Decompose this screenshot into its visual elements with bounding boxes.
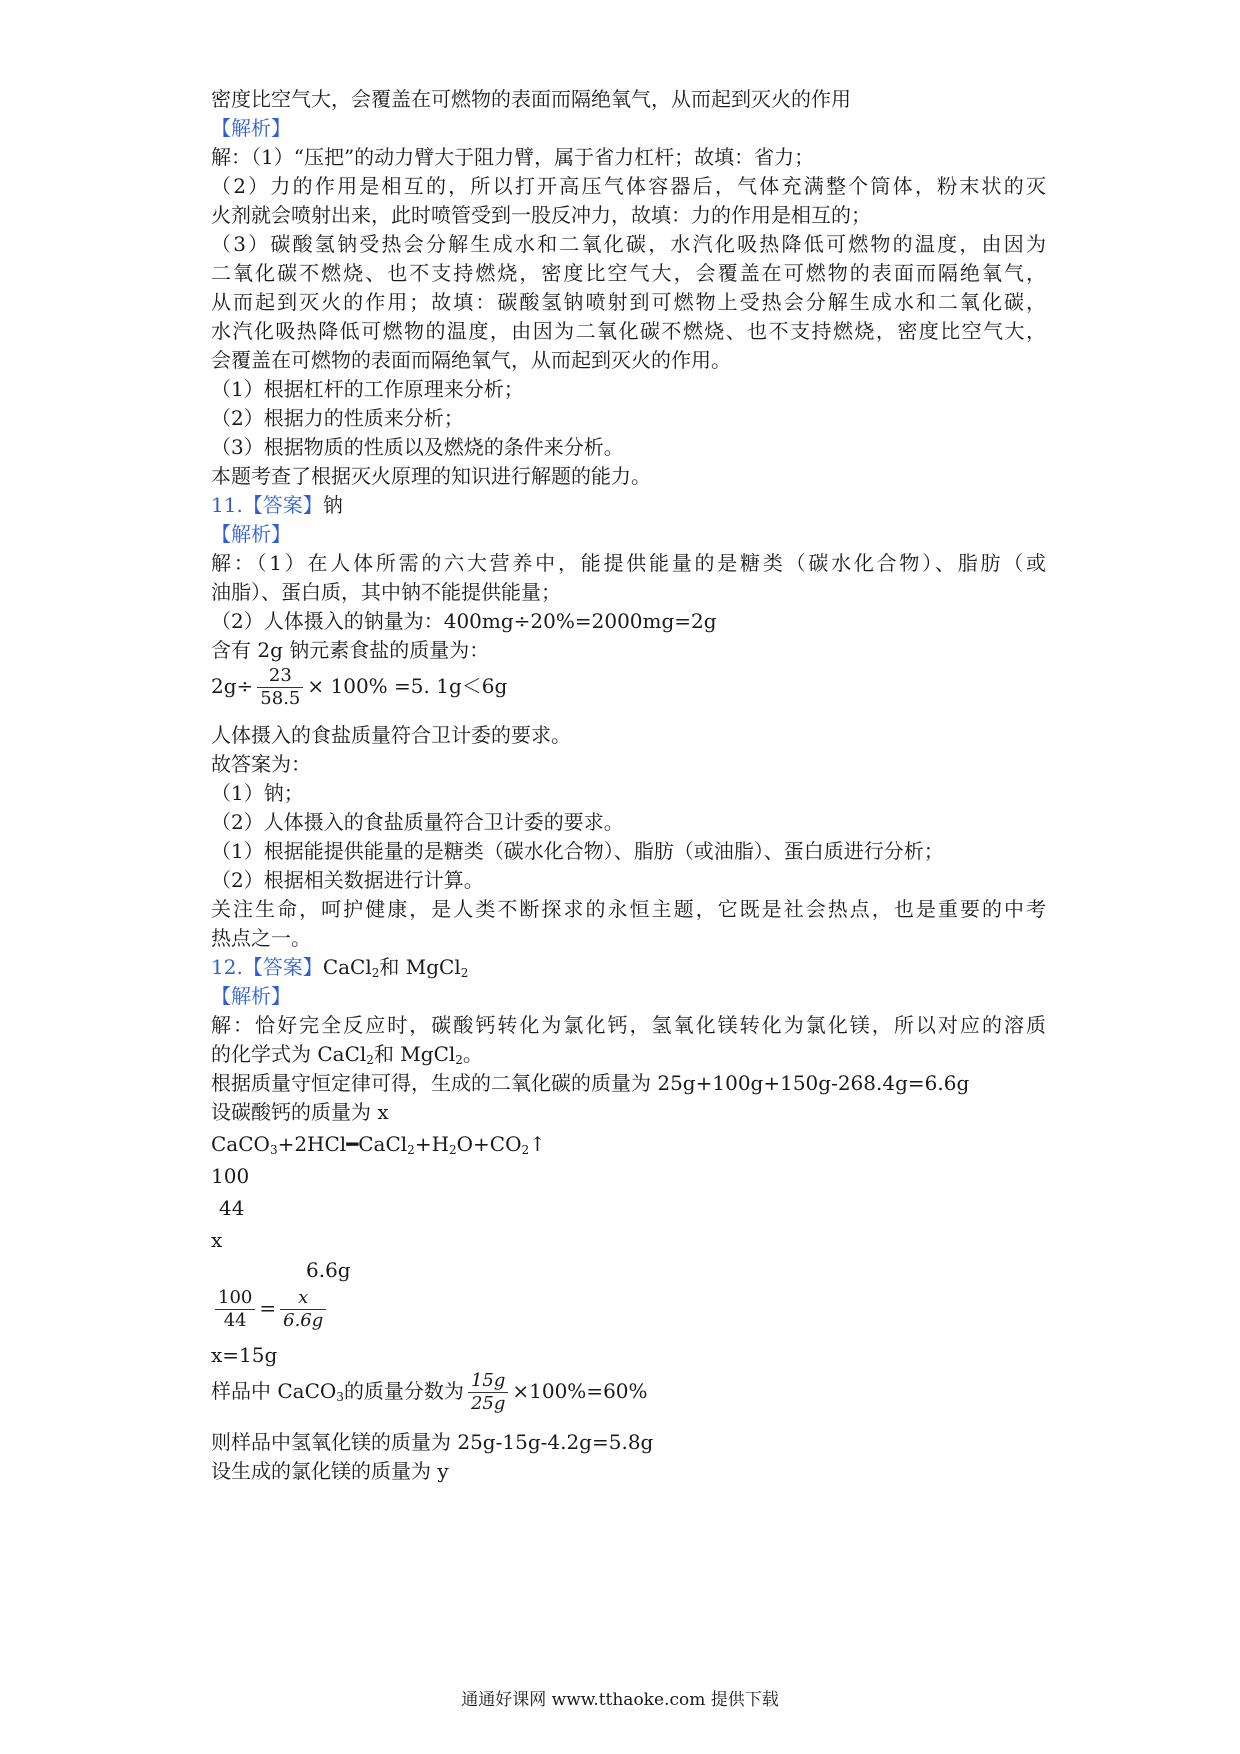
fraction	[468, 1370, 508, 1415]
text-line: 100	[211, 1164, 250, 1188]
fraction-numerator: x	[298, 1287, 309, 1308]
chemical-equation: $CaCO_3+2HCl━CaCl_2+H_2O+CO_2↑$	[211, 1132, 546, 1157]
answer-label: 12.【答案】	[211, 955, 323, 979]
text-line: 根据质量守恒定律可得，生成的二氧化碳的质量为 25g+100g+150g-268.4g=6.6g	[211, 1071, 970, 1095]
text-line: （1）根据能提供能量的是糖类（碳水化合物）、脂肪（或油脂）、蛋白质进行分析；	[211, 839, 944, 863]
text-line: 则样品中氢氧化镁的质量为 25g-15g-4.2g=5.8g	[211, 1430, 654, 1454]
text-line: 会覆盖在可燃物的表面而隔绝氧气，从而起到灭火的作用。	[211, 348, 731, 372]
text-line: 解：（1）“压把”的动力臂大于阻力臂，属于省力杠杆；故填：省力；	[211, 145, 815, 169]
fraction-numerator: 23	[268, 665, 292, 686]
analysis-heading: 【解析】	[211, 522, 291, 546]
formula-prefix: 2g÷	[211, 674, 254, 698]
text-line: 6.6g	[306, 1258, 351, 1282]
text-line: （3）碳酸氢钠受热会分解生成水和二氧化碳，水汽化吸热降低可燃物的温度，由因为	[211, 232, 1046, 256]
fraction-denominator: 44	[215, 1309, 255, 1332]
fraction	[257, 665, 303, 710]
text-line: 44	[219, 1196, 245, 1220]
text-line: （1）根据杠杆的工作原理来分析；	[211, 377, 524, 401]
text-line: 解：（1）在人体所需的六大营养中，能提供能量的是糖类（碳水化合物）、脂肪（或	[211, 551, 1046, 575]
proportion-formula	[211, 1284, 1046, 1334]
text-line: 故答案为：	[211, 752, 311, 776]
text-line: （3）根据物质的性质以及燃烧的条件来分析。	[211, 435, 624, 459]
text-line: 二氧化碳不燃烧、也不支持燃烧，密度比空气大，会覆盖在可燃物的表面而隔绝氧气，	[211, 261, 1046, 285]
fraction-denominator: 6.6g	[280, 1309, 326, 1332]
answer-value: 钠	[322, 493, 343, 517]
fraction-numerator: 100	[218, 1287, 253, 1308]
text-line: （2）人体摄入的食盐质量符合卫计委的要求。	[211, 810, 624, 834]
text-line: （1）钠；	[211, 781, 304, 805]
text-line: x=15g	[211, 1343, 278, 1367]
solute-formula-line: 的化学式为 CaCl$_2$和 MgCl$_2$。	[211, 1042, 483, 1067]
text-line: 油脂）、蛋白质，其中钠不能提供能量；	[211, 580, 561, 604]
text-line: 密度比空气大，会覆盖在可燃物的表面而隔绝氧气，从而起到灭火的作用	[211, 87, 851, 111]
formula-result: =5. 1g＜6g	[394, 674, 508, 698]
analysis-heading: 【解析】	[211, 116, 291, 140]
text-line: 关注生命，呵护健康，是人类不断探求的永恒主题，它既是社会热点，也是重要的中考	[211, 897, 1046, 921]
fraction	[280, 1287, 326, 1332]
text-line: 热点之一。	[211, 926, 311, 950]
text-line: （2）力的作用是相互的，所以打开高压气体容器后，气体充满整个筒体，粉末状的灭	[211, 174, 1046, 198]
text-line: （2）根据相关数据进行计算。	[211, 868, 484, 892]
page-footer: 通通好课网 www.tthaoke.com 提供下载	[461, 1690, 779, 1710]
text-line: 本题考查了根据灭火原理的知识进行解题的能力。	[211, 464, 651, 488]
fraction-numerator: 15g	[470, 1370, 506, 1391]
answer-11	[211, 492, 1046, 518]
fraction-denominator: 58.5	[257, 687, 303, 710]
text-line: 设碳酸钙的质量为 x	[211, 1100, 389, 1124]
answer-12	[211, 954, 1046, 980]
text-line: 含有 2g 钠元素食盐的质量为：	[211, 638, 490, 662]
fraction-denominator: 25g	[468, 1392, 508, 1415]
salt-mass-formula	[211, 662, 1046, 710]
text-line: 设生成的氯化镁的质量为 y	[211, 1459, 449, 1483]
text-line: （2）根据力的性质来分析；	[211, 406, 464, 430]
formula-times: × 100%	[307, 674, 388, 698]
text-line: x	[211, 1228, 223, 1252]
equals-sign: =	[259, 1296, 277, 1320]
answer-label: 11.【答案】	[211, 493, 323, 517]
text-line: 人体摄入的食盐质量符合卫计委的要求。	[211, 723, 571, 747]
analysis-heading: 【解析】	[211, 984, 291, 1008]
text-line: 火剂就会喷射出来，此时喷管受到一股反冲力，故填：力的作用是相互的；	[211, 203, 871, 227]
text-line: 从而起到灭火的作用；故填：碳酸氢钠喷射到可燃物上受热会分解生成水和二氧化碳，	[211, 290, 1046, 314]
mass-fraction-formula: 样品中 CaCO$_3$的质量分数为 $\frac{15g}{25g}$ ×100%=60%	[211, 1370, 648, 1414]
text-line: （2）人体摄入的钠量为：400mg÷20%=2000mg=2g	[211, 609, 717, 633]
answer-value: CaCl$_2$和 MgCl$_2$	[322, 955, 469, 980]
text-line: 水汽化吸热降低可燃物的温度，由因为二氧化碳不燃烧、也不支持燃烧，密度比空气大，	[211, 319, 1046, 343]
text-line: 解：恰好完全反应时，碳酸钙转化为氯化钙，氢氧化镁转化为氯化镁，所以对应的溶质	[211, 1013, 1046, 1037]
fraction	[215, 1287, 255, 1332]
